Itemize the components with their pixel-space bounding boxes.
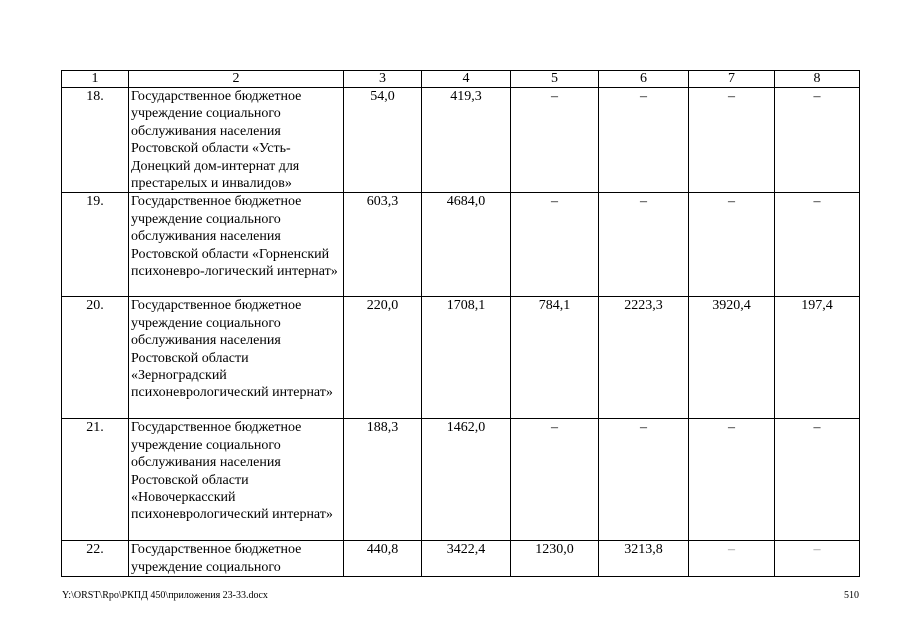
row-number: 19. — [62, 193, 129, 297]
value-cell: – — [511, 419, 599, 541]
value-cell: – — [775, 193, 860, 297]
institution-name: Государственное бюджетное учреждение социального обслуживания населения Ростовской области «Усть-Донецкий дом-интернат для престарелых и инвалидов» — [129, 88, 344, 193]
data-table — [61, 70, 860, 577]
value-cell: 220,0 — [344, 297, 422, 419]
value-cell: 3213,8 — [599, 541, 689, 577]
value-cell: – — [599, 419, 689, 541]
value-cell: – — [689, 419, 775, 541]
value-cell: – — [599, 193, 689, 297]
value-cell: 197,4 — [775, 297, 860, 419]
value-cell: 603,3 — [344, 193, 422, 297]
header-cell: 7 — [689, 71, 775, 88]
header-cell: 4 — [422, 71, 511, 88]
value-cell: 1462,0 — [422, 419, 511, 541]
value-cell: – — [775, 419, 860, 541]
value-cell: 3422,4 — [422, 541, 511, 577]
header-cell: 2 — [129, 71, 344, 88]
row-number: 18. — [62, 88, 129, 193]
value-cell: – — [689, 193, 775, 297]
institution-name: Государственное бюджетное учреждение социального — [129, 541, 344, 577]
value-cell: – — [689, 541, 775, 577]
value-cell: 1708,1 — [422, 297, 511, 419]
row-number: 21. — [62, 419, 129, 541]
table-row — [62, 88, 860, 193]
value-cell: 1230,0 — [511, 541, 599, 577]
institution-name: Государственное бюджетное учреждение социального обслуживания населения Ростовской области «Новочеркасский психоневрологический интернат» — [129, 419, 344, 541]
footer-page-number: 510 — [844, 590, 859, 601]
institution-name: Государственное бюджетное учреждение социального обслуживания населения Ростовской области «Горненский психоневро-логический интернат» — [129, 193, 344, 297]
value-cell: 784,1 — [511, 297, 599, 419]
row-number: 20. — [62, 297, 129, 419]
value-cell: – — [511, 193, 599, 297]
table-row — [62, 193, 860, 297]
header-cell: 8 — [775, 71, 860, 88]
value-cell: – — [775, 541, 860, 577]
value-cell: 3920,4 — [689, 297, 775, 419]
value-cell: 188,3 — [344, 419, 422, 541]
header-row — [62, 71, 860, 88]
value-cell: – — [511, 88, 599, 193]
value-cell: – — [599, 88, 689, 193]
table-row — [62, 419, 860, 541]
value-cell: 419,3 — [422, 88, 511, 193]
table-row — [62, 541, 860, 577]
header-cell: 3 — [344, 71, 422, 88]
value-cell: – — [775, 88, 860, 193]
header-cell: 5 — [511, 71, 599, 88]
value-cell: 2223,3 — [599, 297, 689, 419]
row-number: 22. — [62, 541, 129, 577]
table-row — [62, 297, 860, 419]
value-cell: – — [689, 88, 775, 193]
header-cell: 6 — [599, 71, 689, 88]
footer-file-path: Y:\ORST\Rpo\РКПД 450\приложения 23-33.docx — [62, 590, 268, 601]
value-cell: 440,8 — [344, 541, 422, 577]
value-cell: 54,0 — [344, 88, 422, 193]
header-cell: 1 — [62, 71, 129, 88]
institution-name: Государственное бюджетное учреждение социального обслуживания населения Ростовской области «Зерноградский психоневрологический интернат» — [129, 297, 344, 419]
value-cell: 4684,0 — [422, 193, 511, 297]
